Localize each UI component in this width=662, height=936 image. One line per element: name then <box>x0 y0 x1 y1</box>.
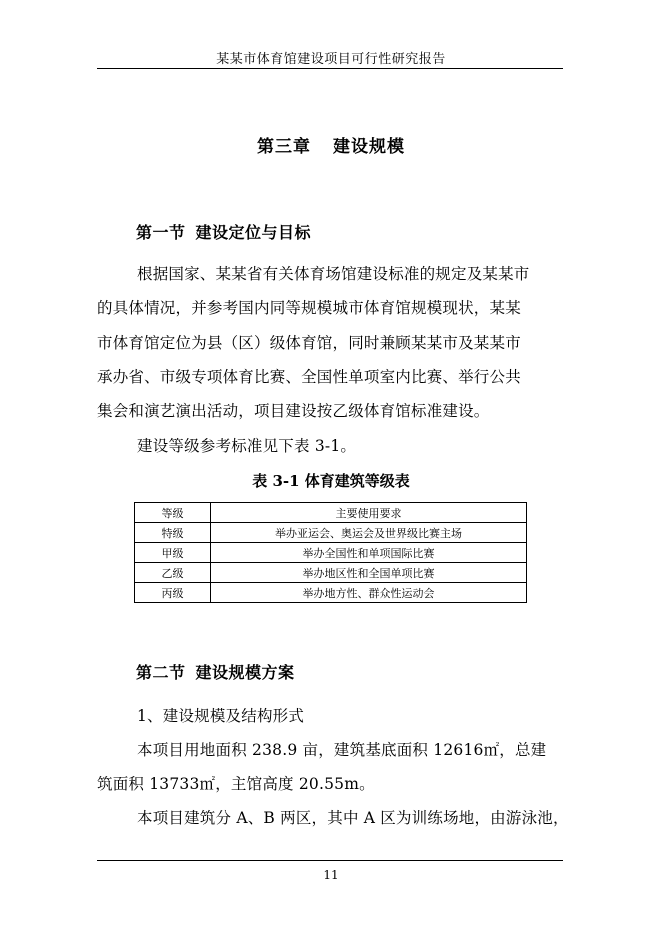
table-row <box>135 523 527 543</box>
table-row <box>135 563 527 583</box>
grade-table <box>134 502 527 603</box>
paragraph-line-4: 承办省、市级专项体育比赛、全国性单项室内比赛、举行公共 <box>97 368 521 386</box>
table-cell-requirement: 举办地区性和全国单项比赛 <box>211 563 527 583</box>
table-cell-grade: 甲级 <box>135 543 211 563</box>
section-2-title: 建设规模方案 <box>195 663 295 682</box>
footer-rule <box>97 860 563 861</box>
running-header: 某某市体育馆建设项目可行性研究报告 <box>216 52 446 67</box>
table-header-cell: 主要使用要求 <box>211 503 527 523</box>
table-header-row <box>135 503 527 523</box>
header-rule <box>97 68 563 69</box>
subheading: 1、建设规模及结构形式 <box>137 707 305 725</box>
body-line-3: 本项目建筑分 A、B 两区，其中 A 区为训练场地，由游泳池， <box>137 809 569 827</box>
section-1-heading <box>136 220 311 243</box>
table-cell-grade: 乙级 <box>135 563 211 583</box>
table-row <box>135 543 527 563</box>
chapter-number: 第三章 <box>257 137 311 157</box>
table-cell-requirement: 举办全国性和单项国际比赛 <box>211 543 527 563</box>
page-number: 11 <box>323 868 339 882</box>
table-cell-requirement: 举办地方性、群众性运动会 <box>211 583 527 603</box>
body-line-1: 本项目用地面积 238.9 亩，建筑基底面积 12616㎡，总建 <box>137 741 547 759</box>
chapter-name: 建设规模 <box>333 137 405 157</box>
table-cell-grade: 特级 <box>135 523 211 543</box>
table-reference-line: 建设等级参考标准见下表 3-1。 <box>137 437 357 455</box>
section-1-title: 建设定位与目标 <box>195 223 312 242</box>
table-cell-grade: 丙级 <box>135 583 211 603</box>
paragraph-line-3: 市体育馆定位为县（区）级体育馆，同时兼顾某某市及某某市 <box>97 334 521 352</box>
section-2-heading <box>136 660 295 683</box>
paragraph-line-5: 集会和演艺演出活动，项目建设按乙级体育馆标准建设。 <box>97 402 490 420</box>
table-row <box>135 583 527 603</box>
paragraph-line-1: 根据国家、某某省有关体育场馆建设标准的规定及某某市 <box>137 265 530 283</box>
table-caption: 表 3-1 体育建筑等级表 <box>252 472 410 490</box>
body-line-2: 筑面积 13733㎡，主馆高度 20.55m。 <box>97 775 375 793</box>
section-1-number: 第一节 <box>136 223 186 242</box>
section-2-number: 第二节 <box>136 663 186 682</box>
paragraph-line-2: 的具体情况，并参考国内同等规模城市体育馆规模现状，某某 <box>97 299 521 317</box>
chapter-title <box>0 132 662 157</box>
table-cell-requirement: 举办亚运会、奥运会及世界级比赛主场 <box>211 523 527 543</box>
table-header-cell: 等级 <box>135 503 211 523</box>
